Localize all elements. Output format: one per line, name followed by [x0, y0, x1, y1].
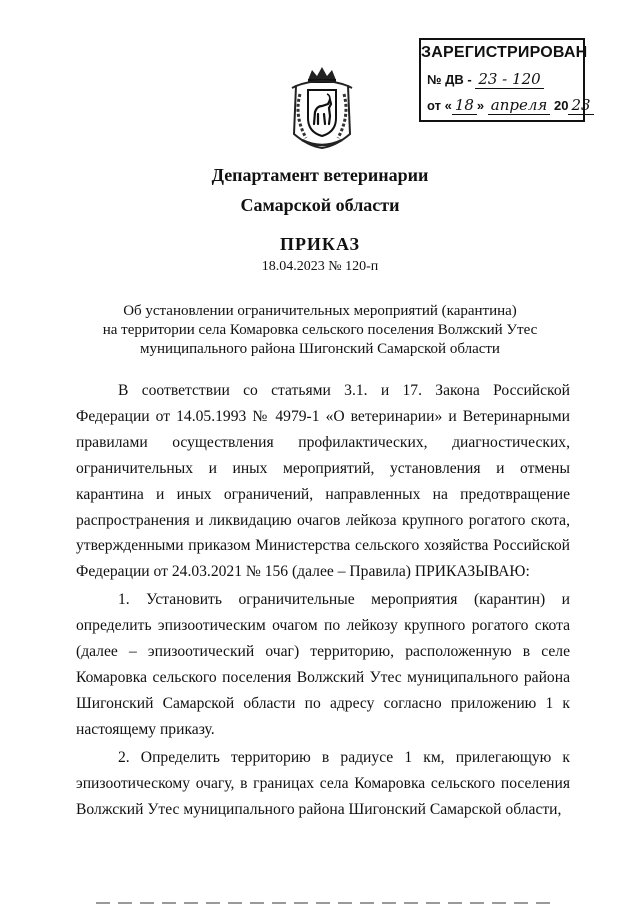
document-type: ПРИКАЗ [279, 234, 361, 254]
subject-line-3: муниципального района Шигонский Самарской области [140, 341, 500, 357]
subject-line-2: на территории села Комаровка сельского поселения Волжский Утес [102, 322, 538, 338]
stamp-number-label: № ДВ - [427, 72, 472, 87]
stamp-title: ЗАРЕГИСТРИРОВАН [421, 44, 588, 61]
stamp-date-line [427, 96, 594, 114]
scan-artifact-line [96, 902, 556, 904]
stamp-number-line [427, 70, 544, 88]
department-name-line1: Департамент ветеринарии [211, 165, 429, 185]
stamp-year-handwritten: 23 [568, 96, 593, 115]
stamp-month-handwritten: апреля [488, 96, 551, 115]
body-paragraph-item-1: 1. Установить ограничительные мероприятия (карантин) и определить эпизоотическим очагом по лейкозу крупного рогатого скота (далее – эпизоотический очаг) территорию, расположенную в селе Комаровка сельского поселения Волжский Утес муниципального района Шигонский Самарской области по адресу согласно приложению 1 к настоящему приказу. [76, 591, 570, 738]
stamp-date-prefix: от « [427, 98, 452, 113]
registration-stamp [419, 38, 591, 122]
body-paragraph-preamble: В соответствии со статьями 3.1. и 17. Закона Российской Федерации от 14.05.1993 № 4979-1 «О ветеринарии» и Ветеринарными правилами осуществления профилактических, диагностических, ограничительных и иных мероприятий, установления и отмены карантина и иных ограничений, направленных на предотвращение распространения и ликвидацию очагов лейкоза крупного рогатого скота, утвержденными приказом Министерства сельского хозяйства Российской Федерации от 24.03.2021 № 156 (далее – Правила) ПРИКАЗЫВАЮ: [76, 382, 570, 581]
department-name-line2: Самарской области [240, 195, 400, 215]
stamp-year-prefix: 20 [553, 98, 569, 113]
stamp-date-mid: » [476, 98, 485, 113]
stamp-day-handwritten: 18 [452, 96, 477, 115]
subject-line-1: Об установлении ограничительных мероприятий (карантина) [123, 303, 517, 319]
samara-coat-of-arms-icon [288, 64, 356, 150]
stamp-number-handwritten: 23 - 120 [475, 70, 543, 89]
body-paragraph-item-2: 2. Определить территорию в радиусе 1 км, прилегающую к эпизоотическому очагу, в границах села Комаровка сельского поселения Волжский Утес муниципального района Шигонский Самарской области, [76, 748, 570, 818]
document-date-number: 18.04.2023 № 120-п [261, 259, 379, 274]
document-body [76, 378, 570, 822]
